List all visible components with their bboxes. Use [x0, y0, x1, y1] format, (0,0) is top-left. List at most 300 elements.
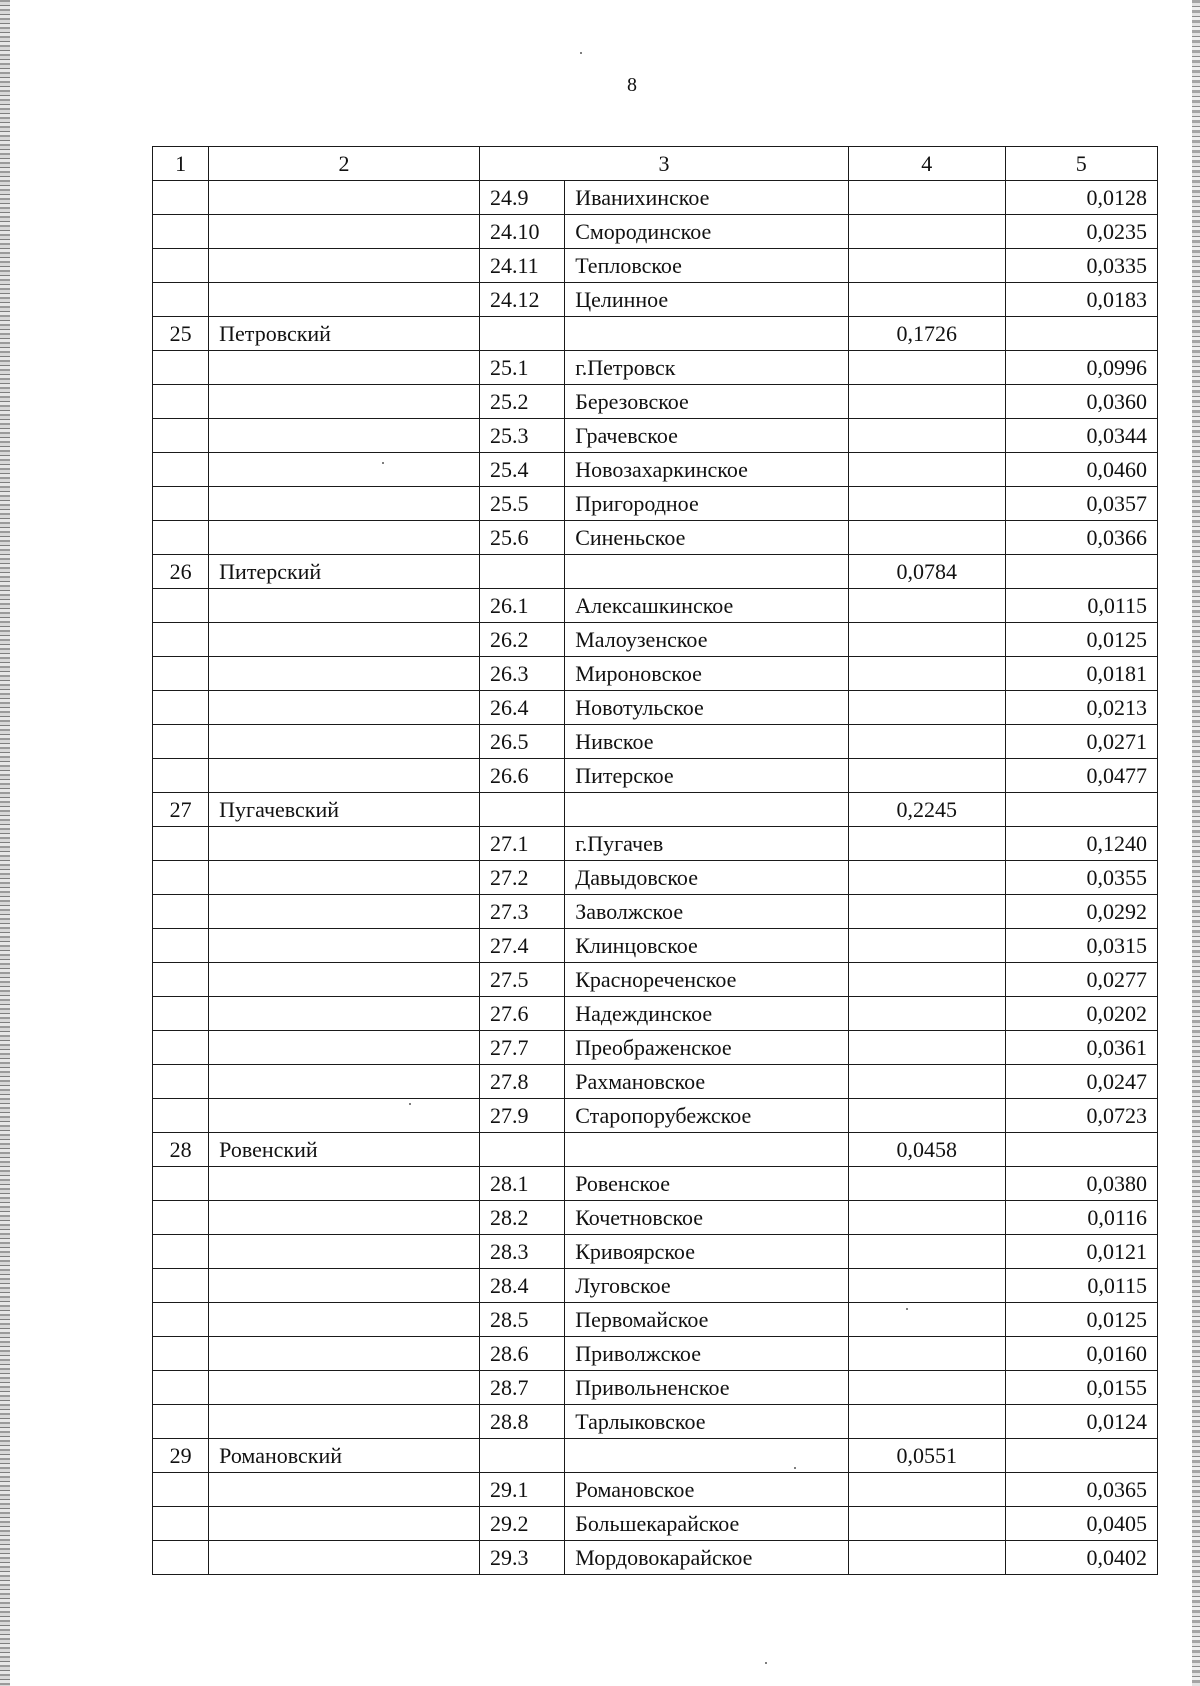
code-cell: 26.1 [479, 589, 564, 623]
settlement-name-cell: Луговское [565, 1269, 849, 1303]
settlement-name-cell: Большекарайское [565, 1507, 849, 1541]
district-cell [209, 1167, 480, 1201]
table-row [153, 487, 1158, 521]
table-row [153, 929, 1158, 963]
table-row [153, 1405, 1158, 1439]
code-cell: 27.3 [479, 895, 564, 929]
district-cell [209, 759, 480, 793]
settlement-name-cell: Старопорубежское [565, 1099, 849, 1133]
table-row [153, 249, 1158, 283]
settlement-name-cell: Давыдовское [565, 861, 849, 895]
table-row [153, 657, 1158, 691]
code-cell [479, 555, 564, 589]
row-number-cell [153, 725, 209, 759]
district-cell [209, 283, 480, 317]
row-number-cell [153, 895, 209, 929]
row-number-cell: 29 [153, 1439, 209, 1473]
district-cell [209, 1303, 480, 1337]
code-cell: 27.4 [479, 929, 564, 963]
table-row [153, 1065, 1158, 1099]
district-total-cell [849, 1541, 1005, 1575]
code-cell: 28.2 [479, 1201, 564, 1235]
code-cell: 27.1 [479, 827, 564, 861]
settlement-value-cell: 0,0477 [1005, 759, 1158, 793]
district-total-cell: 0,0551 [849, 1439, 1005, 1473]
row-number-cell [153, 657, 209, 691]
settlement-value-cell: 0,0271 [1005, 725, 1158, 759]
row-number-cell [153, 929, 209, 963]
row-number-cell [153, 759, 209, 793]
code-cell: 24.9 [479, 181, 564, 215]
row-number-cell [153, 963, 209, 997]
settlement-name-cell: Мироновское [565, 657, 849, 691]
district-cell [209, 215, 480, 249]
row-number-cell [153, 487, 209, 521]
district-total-cell [849, 1269, 1005, 1303]
settlement-name-cell: Клинцовское [565, 929, 849, 963]
row-number-cell [153, 589, 209, 623]
settlement-name-cell: Надеждинское [565, 997, 849, 1031]
row-number-cell [153, 1099, 209, 1133]
settlement-name-cell: г.Петровск [565, 351, 849, 385]
district-cell: Пугачевский [209, 793, 480, 827]
code-cell: 28.8 [479, 1405, 564, 1439]
code-cell: 25.6 [479, 521, 564, 555]
table-body [153, 147, 1158, 1575]
district-cell [209, 351, 480, 385]
district-cell [209, 521, 480, 555]
settlement-name-cell: Заволжское [565, 895, 849, 929]
table-row [153, 759, 1158, 793]
settlement-value-cell [1005, 1133, 1158, 1167]
district-total-cell: 0,2245 [849, 793, 1005, 827]
table-row [153, 1371, 1158, 1405]
row-number-cell: 28 [153, 1133, 209, 1167]
district-cell [209, 487, 480, 521]
district-total-cell [849, 861, 1005, 895]
settlement-value-cell: 0,0213 [1005, 691, 1158, 725]
row-number-cell [153, 1235, 209, 1269]
table-row [153, 997, 1158, 1031]
table-row [153, 827, 1158, 861]
row-number-cell [153, 351, 209, 385]
row-number-cell: 27 [153, 793, 209, 827]
settlement-value-cell: 0,0723 [1005, 1099, 1158, 1133]
settlement-name-cell: Целинное [565, 283, 849, 317]
settlement-name-cell: Тарлыковское [565, 1405, 849, 1439]
district-cell [209, 1473, 480, 1507]
table-row [153, 725, 1158, 759]
table-row [153, 691, 1158, 725]
district-cell [209, 589, 480, 623]
code-cell [479, 793, 564, 827]
settlement-name-cell: Преображенское [565, 1031, 849, 1065]
header-cell-1: 1 [153, 147, 209, 181]
district-cell [209, 1269, 480, 1303]
settlement-name-cell: Мордовокарайское [565, 1541, 849, 1575]
district-cell [209, 895, 480, 929]
code-cell: 24.11 [479, 249, 564, 283]
district-cell [209, 861, 480, 895]
table-row [153, 1337, 1158, 1371]
settlement-value-cell: 0,0361 [1005, 1031, 1158, 1065]
scan-speck [794, 1467, 796, 1469]
settlement-name-cell [565, 555, 849, 589]
code-cell: 28.5 [479, 1303, 564, 1337]
settlement-name-cell [565, 317, 849, 351]
row-number-cell [153, 1201, 209, 1235]
district-cell: Петровский [209, 317, 480, 351]
settlement-value-cell: 0,0181 [1005, 657, 1158, 691]
district-total-cell [849, 827, 1005, 861]
district-cell [209, 929, 480, 963]
table-row [153, 1031, 1158, 1065]
table-row [153, 1099, 1158, 1133]
district-total-cell [849, 997, 1005, 1031]
settlement-value-cell: 0,0402 [1005, 1541, 1158, 1575]
district-total-cell [849, 215, 1005, 249]
district-total-cell [849, 1303, 1005, 1337]
row-number-cell [153, 215, 209, 249]
district-cell: Питерский [209, 555, 480, 589]
settlement-name-cell: Пригородное [565, 487, 849, 521]
table-row [153, 861, 1158, 895]
row-number-cell [153, 453, 209, 487]
row-number-cell [153, 1507, 209, 1541]
settlement-name-cell: Смородинское [565, 215, 849, 249]
district-cell [209, 181, 480, 215]
settlement-value-cell: 0,0355 [1005, 861, 1158, 895]
table-row [153, 1133, 1158, 1167]
code-cell: 29.1 [479, 1473, 564, 1507]
settlement-value-cell: 0,0460 [1005, 453, 1158, 487]
settlement-name-cell: Краснореченское [565, 963, 849, 997]
settlement-name-cell: Нивское [565, 725, 849, 759]
district-total-cell: 0,1726 [849, 317, 1005, 351]
table-row [153, 895, 1158, 929]
table-row [153, 963, 1158, 997]
settlement-value-cell: 0,0365 [1005, 1473, 1158, 1507]
settlement-value-cell: 0,0116 [1005, 1201, 1158, 1235]
district-total-cell [849, 657, 1005, 691]
district-cell [209, 1031, 480, 1065]
row-number-cell [153, 691, 209, 725]
code-cell: 25.1 [479, 351, 564, 385]
settlement-name-cell: Березовское [565, 385, 849, 419]
table-row [153, 453, 1158, 487]
district-cell: Романовский [209, 1439, 480, 1473]
settlement-name-cell: Кочетновское [565, 1201, 849, 1235]
scan-speck [382, 462, 384, 464]
district-cell [209, 1201, 480, 1235]
code-cell: 27.5 [479, 963, 564, 997]
row-number-cell [153, 1371, 209, 1405]
settlement-value-cell [1005, 555, 1158, 589]
district-total-cell [849, 1405, 1005, 1439]
code-cell: 26.3 [479, 657, 564, 691]
district-cell [209, 623, 480, 657]
settlement-name-cell: Первомайское [565, 1303, 849, 1337]
table-row [153, 215, 1158, 249]
district-total-cell [849, 1371, 1005, 1405]
district-cell [209, 1337, 480, 1371]
district-total-cell [849, 589, 1005, 623]
row-number-cell: 26 [153, 555, 209, 589]
district-total-cell [849, 181, 1005, 215]
district-total-cell: 0,0784 [849, 555, 1005, 589]
row-number-cell [153, 1337, 209, 1371]
settlement-value-cell: 0,0121 [1005, 1235, 1158, 1269]
row-number-cell [153, 283, 209, 317]
table-row [153, 1235, 1158, 1269]
table-row [153, 793, 1158, 827]
table-row [153, 283, 1158, 317]
settlement-name-cell [565, 1439, 849, 1473]
settlement-value-cell: 0,0183 [1005, 283, 1158, 317]
code-cell [479, 1133, 564, 1167]
settlement-name-cell: Приволжское [565, 1337, 849, 1371]
district-total-cell [849, 963, 1005, 997]
settlement-value-cell: 0,0277 [1005, 963, 1158, 997]
district-total-cell [849, 385, 1005, 419]
table-row [153, 1303, 1158, 1337]
district-total-cell [849, 623, 1005, 657]
code-cell: 28.3 [479, 1235, 564, 1269]
scan-speck [765, 1662, 767, 1664]
code-cell: 26.2 [479, 623, 564, 657]
settlement-value-cell: 0,0128 [1005, 181, 1158, 215]
district-total-cell [849, 1167, 1005, 1201]
table-row [153, 351, 1158, 385]
district-total-cell [849, 419, 1005, 453]
scan-speck [409, 1103, 411, 1105]
code-cell: 28.4 [479, 1269, 564, 1303]
row-number-cell [153, 1031, 209, 1065]
district-total-cell [849, 929, 1005, 963]
district-total-cell [849, 1473, 1005, 1507]
scan-edge-right [1192, 0, 1200, 1686]
table-row [153, 317, 1158, 351]
table-row [153, 1269, 1158, 1303]
row-number-cell [153, 1541, 209, 1575]
settlement-value-cell: 0,0335 [1005, 249, 1158, 283]
district-cell [209, 1065, 480, 1099]
settlement-value-cell: 0,0125 [1005, 1303, 1158, 1337]
settlement-value-cell: 0,0405 [1005, 1507, 1158, 1541]
settlement-name-cell: Малоузенское [565, 623, 849, 657]
code-cell: 29.2 [479, 1507, 564, 1541]
district-cell: Ровенский [209, 1133, 480, 1167]
table-row [153, 385, 1158, 419]
row-number-cell [153, 1167, 209, 1201]
settlement-name-cell: г.Пугачев [565, 827, 849, 861]
row-number-cell [153, 521, 209, 555]
district-cell [209, 691, 480, 725]
code-cell: 25.3 [479, 419, 564, 453]
code-cell: 28.7 [479, 1371, 564, 1405]
code-cell: 27.6 [479, 997, 564, 1031]
district-total-cell [849, 759, 1005, 793]
row-number-cell [153, 1065, 209, 1099]
district-cell [209, 1235, 480, 1269]
district-total-cell [849, 1099, 1005, 1133]
table-row [153, 555, 1158, 589]
settlement-value-cell: 0,0380 [1005, 1167, 1158, 1201]
header-cell-4: 4 [849, 147, 1005, 181]
settlement-name-cell: Новозахаркинское [565, 453, 849, 487]
settlement-name-cell: Ровенское [565, 1167, 849, 1201]
district-cell [209, 963, 480, 997]
district-cell [209, 249, 480, 283]
table-row [153, 419, 1158, 453]
district-total-cell [849, 691, 1005, 725]
code-cell: 26.4 [479, 691, 564, 725]
district-cell [209, 419, 480, 453]
row-number-cell [153, 997, 209, 1031]
settlement-value-cell [1005, 1439, 1158, 1473]
settlement-value-cell: 0,0996 [1005, 351, 1158, 385]
code-cell [479, 1439, 564, 1473]
district-total-cell [849, 249, 1005, 283]
scan-speck [906, 1308, 908, 1310]
district-total-cell [849, 487, 1005, 521]
settlement-name-cell: Рахмановское [565, 1065, 849, 1099]
code-cell: 27.9 [479, 1099, 564, 1133]
settlement-name-cell: Тепловское [565, 249, 849, 283]
code-cell: 26.5 [479, 725, 564, 759]
district-total-cell [849, 1337, 1005, 1371]
settlement-name-cell [565, 1133, 849, 1167]
settlement-name-cell: Питерское [565, 759, 849, 793]
district-total-cell [849, 521, 1005, 555]
district-cell [209, 1541, 480, 1575]
table-row [153, 1167, 1158, 1201]
settlement-name-cell: Синеньское [565, 521, 849, 555]
district-cell [209, 385, 480, 419]
settlement-value-cell: 0,0235 [1005, 215, 1158, 249]
scan-edge-left [0, 0, 10, 1686]
settlement-name-cell: Алексашкинское [565, 589, 849, 623]
code-cell: 27.8 [479, 1065, 564, 1099]
settlement-value-cell: 0,0360 [1005, 385, 1158, 419]
district-cell [209, 657, 480, 691]
code-cell: 25.4 [479, 453, 564, 487]
header-row [153, 147, 1158, 181]
district-cell [209, 997, 480, 1031]
settlement-value-cell: 0,0160 [1005, 1337, 1158, 1371]
table-row [153, 589, 1158, 623]
code-cell: 27.2 [479, 861, 564, 895]
district-cell [209, 725, 480, 759]
page-number: 8 [627, 74, 637, 96]
district-cell [209, 1099, 480, 1133]
district-total-cell [849, 1201, 1005, 1235]
table-row [153, 1439, 1158, 1473]
table-row [153, 521, 1158, 555]
settlement-value-cell [1005, 317, 1158, 351]
settlement-value-cell: 0,0357 [1005, 487, 1158, 521]
code-cell: 25.5 [479, 487, 564, 521]
district-total-cell [849, 725, 1005, 759]
code-cell: 29.3 [479, 1541, 564, 1575]
district-total-cell: 0,0458 [849, 1133, 1005, 1167]
row-number-cell [153, 181, 209, 215]
table-row [153, 1541, 1158, 1575]
settlement-name-cell [565, 793, 849, 827]
scan-speck [580, 52, 582, 54]
settlement-value-cell: 0,0366 [1005, 521, 1158, 555]
row-number-cell [153, 1473, 209, 1507]
settlement-name-cell: Иванихинское [565, 181, 849, 215]
table-row [153, 1201, 1158, 1235]
district-total-cell [849, 453, 1005, 487]
row-number-cell [153, 1269, 209, 1303]
district-total-cell [849, 283, 1005, 317]
settlement-name-cell: Романовское [565, 1473, 849, 1507]
code-cell: 24.10 [479, 215, 564, 249]
code-cell: 28.6 [479, 1337, 564, 1371]
settlement-value-cell: 0,0202 [1005, 997, 1158, 1031]
header-cell-3: 3 [479, 147, 848, 181]
settlement-value-cell: 0,0115 [1005, 1269, 1158, 1303]
row-number-cell [153, 623, 209, 657]
district-cell [209, 1371, 480, 1405]
district-total-cell [849, 895, 1005, 929]
code-cell: 27.7 [479, 1031, 564, 1065]
settlement-name-cell: Привольненское [565, 1371, 849, 1405]
settlement-name-cell: Грачевское [565, 419, 849, 453]
settlement-value-cell: 0,0292 [1005, 895, 1158, 929]
district-cell [209, 453, 480, 487]
table-row [153, 623, 1158, 657]
header-cell-5: 5 [1005, 147, 1158, 181]
settlement-name-cell: Новотульское [565, 691, 849, 725]
settlement-value-cell: 0,1240 [1005, 827, 1158, 861]
district-total-cell [849, 1235, 1005, 1269]
row-number-cell [153, 1405, 209, 1439]
code-cell: 25.2 [479, 385, 564, 419]
settlement-value-cell: 0,0125 [1005, 623, 1158, 657]
row-number-cell [153, 249, 209, 283]
settlement-value-cell [1005, 793, 1158, 827]
district-cell [209, 827, 480, 861]
district-total-cell [849, 1065, 1005, 1099]
code-cell: 24.12 [479, 283, 564, 317]
data-table [152, 146, 1158, 1575]
table-row [153, 1473, 1158, 1507]
settlement-value-cell: 0,0344 [1005, 419, 1158, 453]
code-cell: 26.6 [479, 759, 564, 793]
district-total-cell [849, 351, 1005, 385]
row-number-cell [153, 385, 209, 419]
row-number-cell [153, 1303, 209, 1337]
row-number-cell [153, 419, 209, 453]
row-number-cell [153, 827, 209, 861]
code-cell: 28.1 [479, 1167, 564, 1201]
district-total-cell [849, 1507, 1005, 1541]
row-number-cell [153, 861, 209, 895]
header-cell-2: 2 [209, 147, 480, 181]
district-total-cell [849, 1031, 1005, 1065]
code-cell [479, 317, 564, 351]
settlement-value-cell: 0,0315 [1005, 929, 1158, 963]
settlement-name-cell: Кривоярское [565, 1235, 849, 1269]
table-row [153, 181, 1158, 215]
table-row [153, 1507, 1158, 1541]
settlement-value-cell: 0,0115 [1005, 589, 1158, 623]
district-cell [209, 1405, 480, 1439]
settlement-value-cell: 0,0247 [1005, 1065, 1158, 1099]
